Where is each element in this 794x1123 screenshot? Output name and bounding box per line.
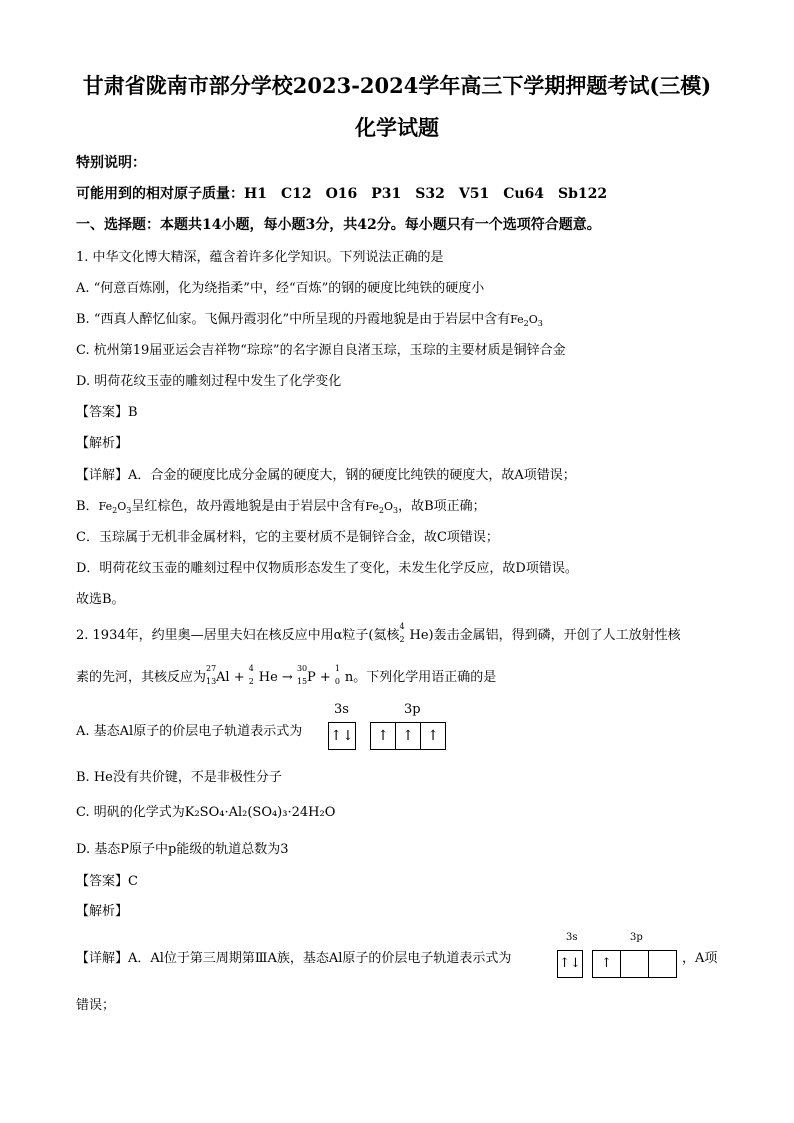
question-2-option-a: A. 基态Al原子的价层电子轨道表示式为 bbox=[76, 724, 303, 739]
question-2-detail-a-end: ，A项 bbox=[682, 951, 718, 966]
question-2-option-d: D. 基态P原子中p能级的轨道总数为3 bbox=[76, 842, 289, 857]
orbital-3s-box bbox=[328, 722, 356, 750]
section-heading: 一、选择题：本题共14小题，每小题3分，共42分。每小题只有一个选项符合题意。 bbox=[76, 217, 601, 233]
question-1-detail-c: C．玉琮属于无机非金属材料，它的主要材质不是铜锌合金，故C项错误； bbox=[76, 530, 499, 545]
up-down-arrow-icon: ↑↓ bbox=[557, 950, 583, 978]
up-arrow-icon: ↑ bbox=[396, 722, 421, 750]
empty-orbital-box bbox=[621, 950, 649, 978]
question-2-analysis-label: 【解析】 bbox=[76, 904, 129, 919]
orbital-3p-label-small: 3p bbox=[630, 932, 643, 943]
empty-orbital-box bbox=[649, 950, 677, 978]
up-arrow-icon: ↑ bbox=[592, 950, 621, 978]
up-arrow-icon: ↑ bbox=[370, 722, 396, 750]
question-2-answer: 【答案】C bbox=[76, 874, 138, 889]
question-1-option-a: A. “何意百炼刚，化为绕指柔”中，经“百炼”的钢的硬度比纯铁的硬度小 bbox=[76, 281, 485, 296]
question-2-stem-line-1: 2. 1934年，约里奥—居里夫妇在核反应中用α粒子(氦核 4 2 He)轰击金属铝，得到磷，开创了人工放射性核 bbox=[76, 622, 681, 644]
atomic-mass-line: 可能用到的相对原子质量：H1 C12 O16 P31 S32 V51 Cu64 Sb122 bbox=[76, 186, 608, 202]
question-2-stem-line-2: 素的先河，其核反应为 27 13 Al + 4 2 He → 30 15 P + 1 0 n。下列化学用语正确的是 bbox=[76, 664, 497, 686]
question-2-option-c: C. 明矾的化学式为K₂SO₄·Al₂(SO₄)₃·24H₂O bbox=[76, 805, 336, 820]
question-1-conclusion: 故选B。 bbox=[76, 592, 125, 607]
question-1-detail-d: D．明荷花纹玉壶的雕刻过程中仅物质形态发生了变化，未发生化学反应，故D项错误。 bbox=[76, 561, 578, 576]
special-note: 特别说明： bbox=[76, 155, 146, 171]
question-2-detail-a: 【详解】A．Al位于第三周期第ⅢA族，基态Al原子的价层电子轨道表示式为 bbox=[76, 951, 512, 966]
document-subtitle: 化学试题 bbox=[355, 115, 439, 140]
orbital-3s-label: 3s bbox=[334, 702, 349, 717]
question-1-analysis-label: 【解析】 bbox=[76, 436, 129, 451]
up-arrow-icon: ↑ bbox=[421, 722, 446, 750]
question-2-option-b: B. He没有共价键，不是非极性分子 bbox=[76, 770, 282, 785]
question-1-option-c: C. 杭州第19届亚运会吉祥物“琮琮”的名字源自良渚玉琮，玉琮的主要材质是铜锌合金 bbox=[76, 343, 566, 358]
question-1-detail-a: 【详解】A．合金的硬度比成分金属的硬度大，钢的硬度比纯铁的硬度大，故A项错误； bbox=[76, 468, 576, 483]
document-title: 甘肃省陇南市部分学校2023-2024学年高三下学期押题考试(三模) bbox=[82, 73, 712, 98]
question-1-stem: 1. 中华文化博大精深，蕴含着许多化学知识。下列说法正确的是 bbox=[76, 250, 444, 265]
orbital-3p-boxes bbox=[370, 722, 446, 750]
question-1-option-d: D. 明荷花纹玉壶的雕刻过程中发生了化学变化 bbox=[76, 374, 342, 389]
up-down-arrow-icon: ↑↓ bbox=[328, 722, 356, 750]
question-1-detail-b: B．$Fe_2O_3$呈红棕色，故丹霞地貌是由于岩层中含有$Fe_2O_3$，故B项正确； bbox=[76, 499, 486, 515]
orbital-3s-label-small: 3s bbox=[566, 932, 578, 943]
question-1-answer: 【答案】B bbox=[76, 405, 138, 420]
orbital-3p-boxes-small bbox=[592, 950, 677, 978]
question-1-option-b: B. “西真人醉忆仙家。飞佩丹霞羽化”中所呈现的丹霞地貌是由于岩层中含有$Fe_2O_3$ bbox=[76, 312, 543, 328]
orbital-3s-box-small bbox=[557, 950, 583, 978]
question-2-detail-a-line-2: 错误； bbox=[76, 998, 116, 1013]
orbital-3p-label: 3p bbox=[404, 702, 421, 717]
